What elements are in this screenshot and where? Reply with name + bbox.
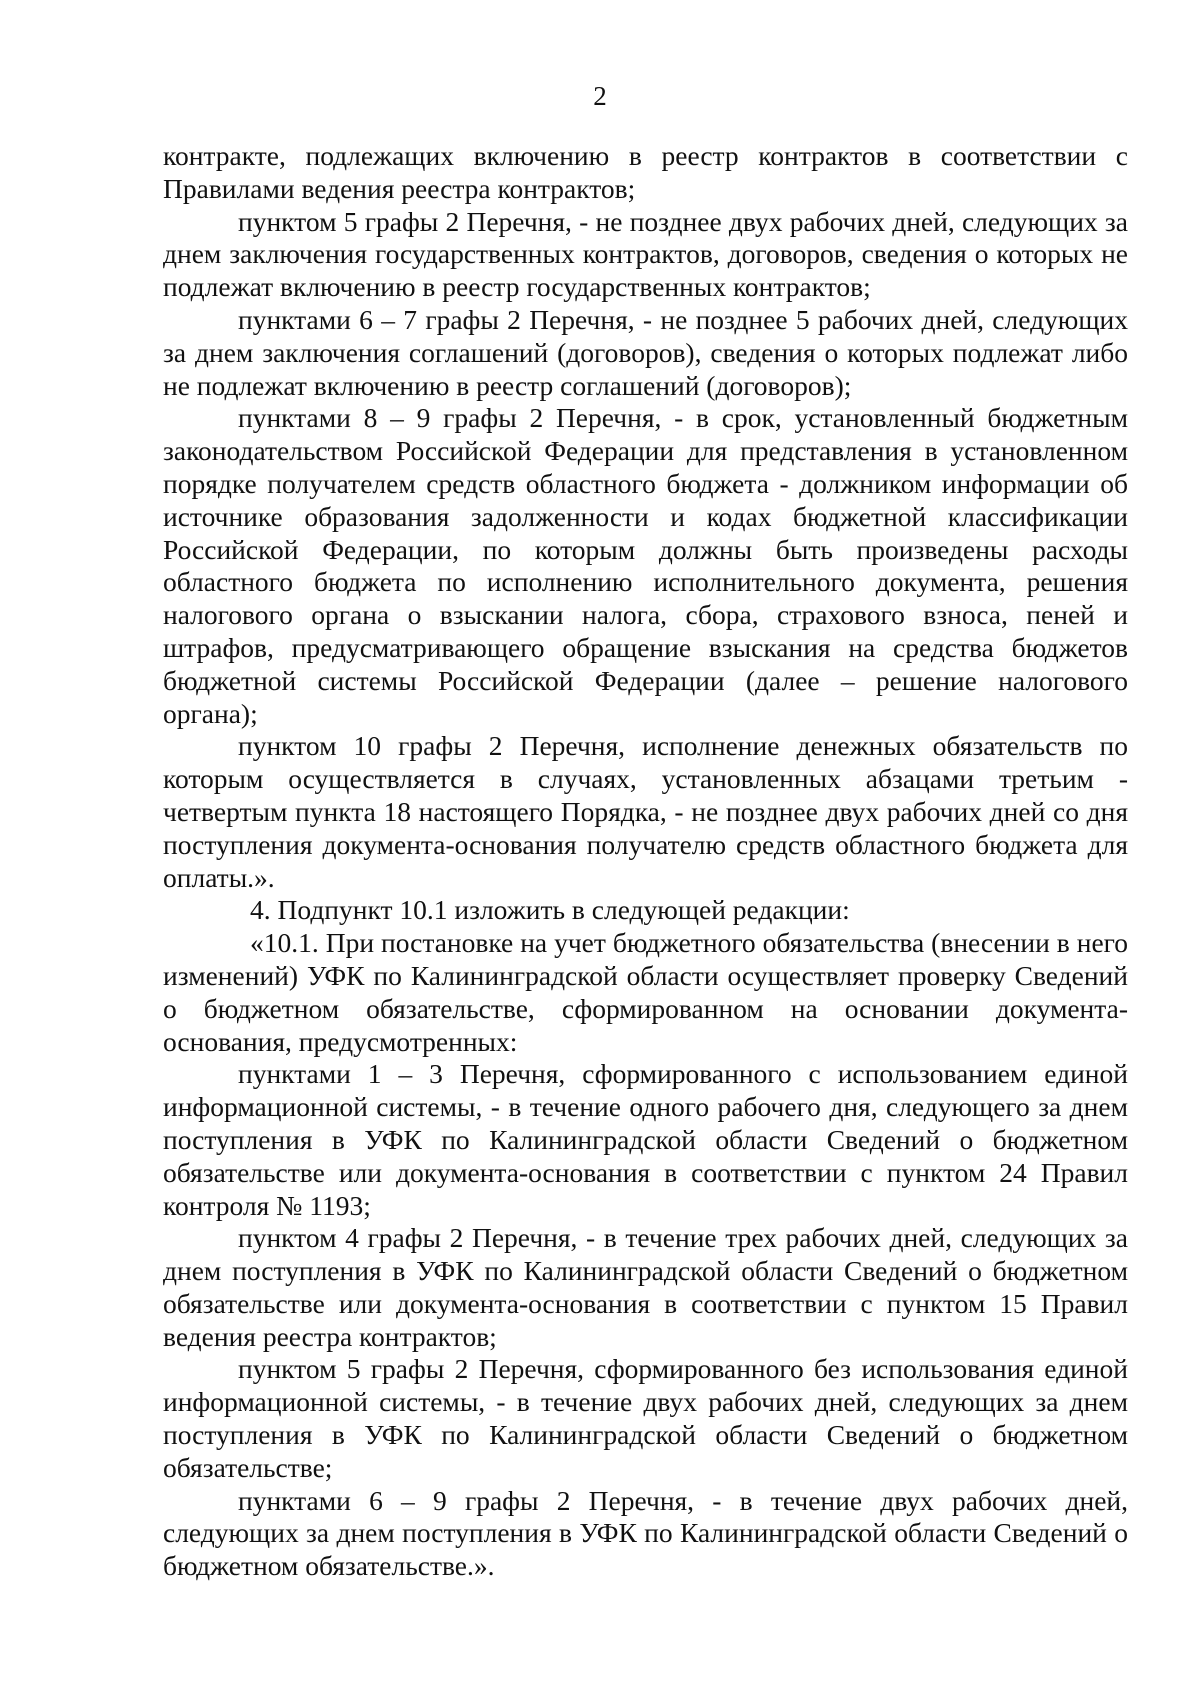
paragraph: пунктом 4 графы 2 Перечня, - в течение трех рабочих дней, следующих за днем поступления в УФК по Калининградской области Сведений о бюджетном обязательстве или документа-основания в соответствии с пунктом 15 Правил ведения реестра контрактов; (163, 1222, 1128, 1352)
paragraph: пунктом 5 графы 2 Перечня, - не позднее двух рабочих дней, следующих за днем заключения государственных контрактов, договоров, сведения о которых не подлежат включению в реестр государственных контрактов; (163, 205, 1128, 303)
paragraph: пунктом 5 графы 2 Перечня, сформированного без использования единой информационной системы, - в течение двух рабочих дней, следующих за днем поступления в УФК по Калининградской области Сведений о бюджетном обязательстве; (163, 1353, 1128, 1483)
paragraph: пунктами 1 – 3 Перечня, сформированного с использованием единой информационной системы, - в течение одного рабочего дня, следующего за днем поступления в УФК по Калининградской области Сведений о бюджетном обязательстве или документа-основания в соответствии с пунктом 24 Правил контроля № 1193; (163, 1058, 1128, 1221)
paragraph: контракте, подлежащих включению в реестр контрактов в соответствии с Правилами ведения реестра контрактов; (163, 140, 1128, 204)
paragraph: «10.1. При постановке на учет бюджетного обязательства (внесении в него изменений) УФК по Калининградской области осуществляет проверку Сведений о бюджетном обязательстве, сформированном на основании документа-основания, предусмотренных: (163, 927, 1128, 1057)
document-body (163, 140, 1128, 1583)
paragraph: 4. Подпункт 10.1 изложить в следующей редакции: (250, 894, 850, 926)
paragraph: пунктами 6 – 7 графы 2 Перечня, - не позднее 5 рабочих дней, следующих за днем заключения соглашений (договоров), сведения о которых подлежат либо не подлежат включению в реестр соглашений (договоров); (163, 303, 1128, 401)
page-number: 2 (593, 81, 607, 111)
paragraph: пунктами 6 – 9 графы 2 Перечня, - в течение двух рабочих дней, следующих за днем поступления в УФК по Калининградской области Сведений о бюджетном обязательстве.». (163, 1484, 1128, 1582)
paragraph: пунктом 10 графы 2 Перечня, исполнение денежных обязательств по которым осуществляется в случаях, установленных абзацами третьим - четвертым пункта 18 настоящего Порядка, - не позднее двух рабочих дней со дня поступления документа-основания получателю средств областного бюджета для оплаты.». (163, 730, 1128, 893)
paragraph: пунктами 8 – 9 графы 2 Перечня, - в срок, установленный бюджетным законодательством Российской Федерации для представления в установленном порядке получателем средств областного бюджета - должником информации об источнике образования задолженности и кодах бюджетной классификации Российской Федерации, по которым должны быть произведены расходы областного бюджета по исполнению исполнительного документа, решения налогового органа о взыскании налога, сбора, страхового взноса, пеней и штрафов, предусматривающего обращение взыскания на средства бюджетов бюджетной системы Российской Федерации (далее – решение налогового органа); (163, 402, 1128, 729)
